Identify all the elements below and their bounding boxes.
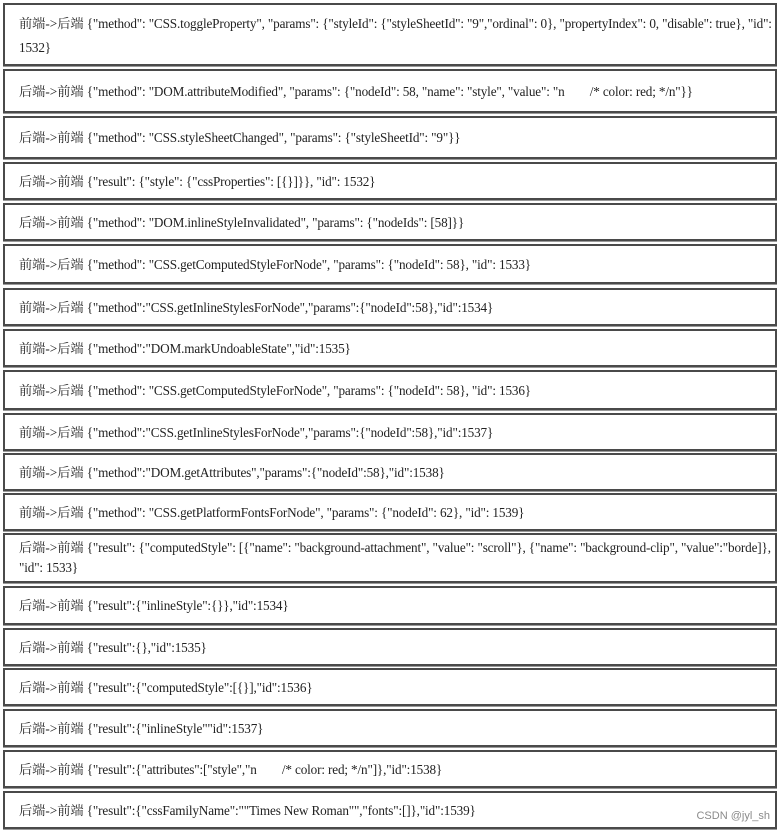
message-body: {"method":"DOM.markUndoableState","id":1535} xyxy=(83,340,351,356)
message-entry xyxy=(3,370,777,410)
message-body: {"method":"CSS.getInlineStylesForNode","params":{"nodeId":58},"id":1537} xyxy=(83,424,494,440)
direction-label: 后端->前端 xyxy=(19,802,84,818)
message-body: {"method": "CSS.toggleProperty", "params": {"styleId": {"styleSheetId": "9","ordinal": 0}, "propertyIndex": 0, "disable": true}, "id": 1532} xyxy=(19,15,775,55)
message-body: {"result": {"computedStyle": [{"name": "background-attachment", "value": "scroll"}, {"name": "background-clip", "value":"borde]}, "id": 1533} xyxy=(19,540,775,575)
message-text xyxy=(19,500,524,525)
message-text xyxy=(19,716,263,741)
message-text xyxy=(19,12,775,60)
direction-label: 后端->前端 xyxy=(19,173,84,189)
message-entry xyxy=(3,533,777,583)
message-entry xyxy=(3,413,777,451)
message-entry xyxy=(3,288,777,326)
message-body: {"method": "CSS.getPlatformFontsForNode", "params": {"nodeId": 62}, "id": 1539} xyxy=(83,504,525,520)
direction-label: 前端->后端 xyxy=(19,256,84,272)
message-entry xyxy=(3,244,777,284)
message-text xyxy=(19,378,531,403)
message-body: {"method": "CSS.getComputedStyleForNode", "params": {"nodeId": 58}, "id": 1533} xyxy=(83,256,531,272)
message-entry xyxy=(3,668,777,706)
message-body: {"result":{"computedStyle":[{}],"id":1536} xyxy=(83,679,313,695)
message-entry xyxy=(3,116,777,159)
direction-label: 前端->后端 xyxy=(19,464,84,480)
message-text xyxy=(19,675,313,700)
direction-label: 后端->前端 xyxy=(19,639,84,655)
direction-label: 后端->前端 xyxy=(19,130,84,145)
direction-label: 前端->后端 xyxy=(19,340,84,356)
message-body: {"result":{"cssFamilyName":""Times New Roman"","fonts":[]},"id":1539} xyxy=(83,802,476,818)
message-entry xyxy=(3,628,777,666)
message-text xyxy=(19,252,531,277)
message-body: {"method": "CSS.styleSheetChanged", "params": {"styleSheetId": "9"}} xyxy=(83,130,461,145)
message-entry xyxy=(3,3,777,66)
direction-label: 前端->后端 xyxy=(19,15,84,31)
direction-label: 后端->前端 xyxy=(19,598,84,613)
message-text xyxy=(19,635,207,660)
message-body: {"result":{},"id":1535} xyxy=(83,639,207,655)
direction-label: 后端->前端 xyxy=(19,214,84,230)
message-text xyxy=(19,169,375,194)
message-text xyxy=(19,757,442,782)
message-body: {"method": "CSS.getComputedStyleForNode", "params": {"nodeId": 58}, "id": 1536} xyxy=(83,382,531,398)
message-body: {"method":"DOM.getAttributes","params":{"nodeId":58},"id":1538} xyxy=(83,464,445,480)
message-entry xyxy=(3,203,777,241)
message-body: {"result":{"inlineStyle":{}},"id":1534} xyxy=(83,598,289,613)
direction-label: 前端->后端 xyxy=(19,424,84,440)
message-text xyxy=(19,420,493,445)
message-body: {"result": {"style": {"cssProperties": [{}]}}, "id": 1532} xyxy=(83,173,376,189)
message-text xyxy=(19,125,460,150)
message-body: {"result":{"attributes":["style","n /* color: red; */n"]},"id":1538} xyxy=(83,761,443,777)
message-entry xyxy=(3,791,777,829)
message-entry xyxy=(3,69,777,113)
direction-label: 后端->前端 xyxy=(19,761,84,777)
message-entry xyxy=(3,750,777,788)
message-entry xyxy=(3,453,777,491)
message-body: {"result":{"inlineStyle""id":1537} xyxy=(83,720,264,736)
message-body: {"method":"CSS.getInlineStylesForNode","params":{"nodeId":58},"id":1534} xyxy=(83,299,494,315)
direction-label: 前端->后端 xyxy=(19,504,84,520)
message-body: {"method": "DOM.inlineStyleInvalidated", "params": {"nodeIds": [58]}} xyxy=(83,214,465,230)
direction-label: 前端->后端 xyxy=(19,382,84,398)
message-text xyxy=(19,336,351,361)
message-entry xyxy=(3,709,777,747)
message-text xyxy=(19,295,493,320)
message-body: {"method": "DOM.attributeModified", "params": {"nodeId": 58, "name": "style", "value": "n /* color: red; */n"}} xyxy=(83,83,693,99)
direction-label: 后端->前端 xyxy=(19,720,84,736)
message-entry xyxy=(3,493,777,531)
message-text xyxy=(19,460,445,485)
message-text xyxy=(19,79,693,104)
message-entry xyxy=(3,329,777,367)
direction-label: 前端->后端 xyxy=(19,299,84,315)
message-entry xyxy=(3,586,777,625)
direction-label: 后端->前端 xyxy=(19,83,84,99)
message-text xyxy=(19,538,775,578)
message-text xyxy=(19,593,289,618)
watermark: CSDN @jyl_sh xyxy=(696,810,770,822)
message-text xyxy=(19,798,476,823)
direction-label: 后端->前端 xyxy=(19,540,84,555)
message-text xyxy=(19,210,464,235)
direction-label: 后端->前端 xyxy=(19,679,84,695)
message-entry xyxy=(3,162,777,200)
